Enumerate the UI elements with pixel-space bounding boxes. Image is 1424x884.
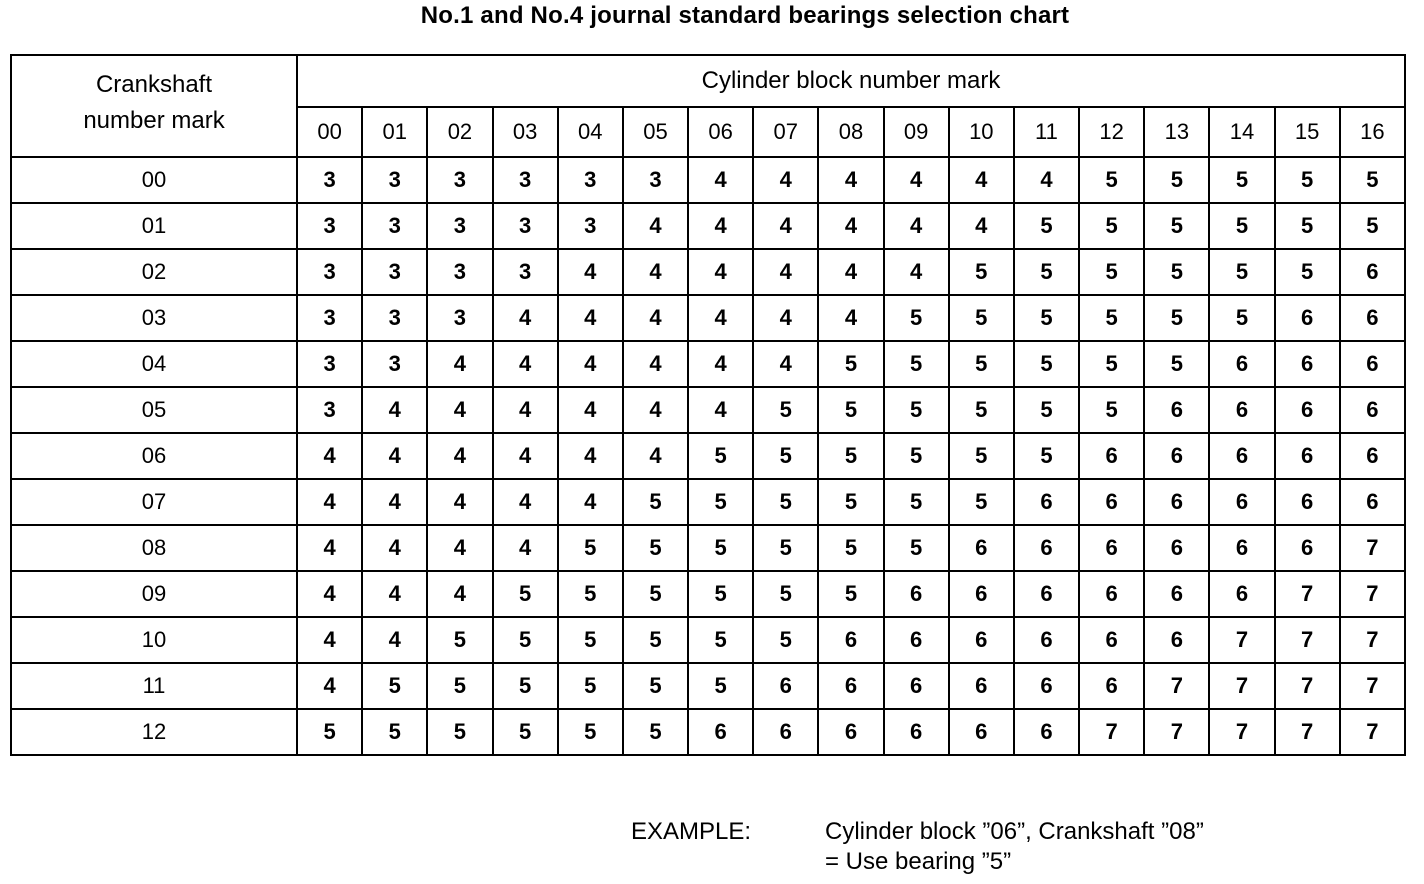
column-header-11: 11 [1014,107,1079,157]
column-header-10: 10 [949,107,1014,157]
bearing-cell: 6 [1014,617,1079,663]
table-body [11,157,1405,755]
bearing-cell: 6 [949,525,1014,571]
bearing-cell: 4 [297,479,362,525]
bearing-cell: 5 [949,433,1014,479]
bearing-cell: 4 [623,433,688,479]
bearing-cell: 4 [362,571,427,617]
column-header-12: 12 [1079,107,1144,157]
bearing-cell: 6 [884,571,949,617]
column-header-06: 06 [688,107,753,157]
chart-title: No.1 and No.4 journal standard bearings selection chart [420,2,1070,29]
bearing-cell: 5 [427,709,492,755]
bearing-cell: 4 [623,295,688,341]
bearing-cell: 6 [1275,479,1340,525]
bearing-cell: 4 [688,203,753,249]
bearing-cell: 6 [818,709,883,755]
crankshaft-mark: 08 [11,525,297,571]
bearing-cell: 4 [1014,157,1079,203]
bearing-cell: 4 [623,387,688,433]
bearing-cell: 6 [1340,387,1405,433]
bearing-cell: 6 [1079,571,1144,617]
bearing-cell: 4 [753,249,818,295]
bearing-cell: 4 [493,295,558,341]
bearing-cell: 6 [1079,433,1144,479]
bearing-cell: 5 [949,387,1014,433]
crankshaft-mark: 02 [11,249,297,295]
bearing-cell: 5 [558,709,623,755]
bearing-cell: 5 [623,479,688,525]
column-group-label: Cylinder block number mark [297,55,1405,107]
bearing-cell: 5 [753,479,818,525]
bearing-cell: 3 [297,157,362,203]
bearing-cell: 5 [1209,203,1274,249]
bearing-cell: 6 [1209,341,1274,387]
bearing-cell: 5 [753,617,818,663]
bearing-cell: 5 [753,525,818,571]
bearing-cell: 4 [753,157,818,203]
row-header-label-line2: number mark [83,107,225,134]
bearing-cell: 5 [949,295,1014,341]
bearing-cell: 4 [558,479,623,525]
bearing-cell: 4 [427,479,492,525]
bearing-cell: 5 [1275,157,1340,203]
bearing-cell: 7 [1079,709,1144,755]
bearing-cell: 6 [1144,433,1209,479]
crankshaft-mark: 12 [11,709,297,755]
bearing-cell: 3 [362,341,427,387]
bearing-cell: 4 [362,525,427,571]
bearing-cell: 6 [884,663,949,709]
bearing-cell: 6 [1079,525,1144,571]
bearing-cell: 6 [1144,387,1209,433]
bearing-cell: 4 [818,157,883,203]
table-row [11,341,1405,387]
bearing-cell: 5 [818,525,883,571]
bearing-cell: 5 [493,617,558,663]
bearing-cell: 7 [1275,571,1340,617]
bearing-cell: 5 [1079,295,1144,341]
bearing-cell: 6 [1079,663,1144,709]
bearing-cell: 6 [1340,433,1405,479]
bearing-cell: 3 [297,295,362,341]
bearing-cell: 4 [427,387,492,433]
bearing-cell: 6 [1144,571,1209,617]
row-header-label-line1: Crankshaft [95,71,213,98]
bearing-cell: 6 [1209,525,1274,571]
column-header-15: 15 [1275,107,1340,157]
bearing-cell: 5 [753,433,818,479]
bearing-cell: 5 [1144,295,1209,341]
bearing-cell: 7 [1340,525,1405,571]
table-row [11,617,1405,663]
bearing-cell: 7 [1275,617,1340,663]
column-header-16: 16 [1340,107,1405,157]
bearing-cell: 5 [558,617,623,663]
bearing-cell: 7 [1144,663,1209,709]
bearing-cell: 6 [753,663,818,709]
bearing-cell: 4 [297,525,362,571]
bearing-cell: 7 [1275,709,1340,755]
bearing-cell: 3 [493,249,558,295]
bearing-cell: 6 [1275,341,1340,387]
bearing-cell: 6 [1079,479,1144,525]
bearing-cell: 5 [818,387,883,433]
bearing-cell: 6 [1275,525,1340,571]
crankshaft-mark: 10 [11,617,297,663]
bearing-cell: 3 [558,203,623,249]
bearing-cell: 5 [623,709,688,755]
table-row [11,295,1405,341]
bearing-cell: 4 [558,295,623,341]
bearing-cell: 5 [688,571,753,617]
table-row [11,433,1405,479]
bearing-cell: 3 [427,249,492,295]
example-line-1: Cylinder block ”06”, Crankshaft ”08” [825,818,1204,845]
bearing-cell: 7 [1209,709,1274,755]
crankshaft-mark: 09 [11,571,297,617]
bearing-cell: 3 [427,295,492,341]
bearing-cell: 5 [623,571,688,617]
bearing-cell: 5 [1209,295,1274,341]
bearing-cell: 4 [558,433,623,479]
bearing-cell: 6 [688,709,753,755]
bearing-cell: 3 [623,157,688,203]
bearing-cell: 4 [558,387,623,433]
table-row [11,571,1405,617]
bearing-cell: 4 [558,341,623,387]
bearing-cell: 5 [427,663,492,709]
bearing-cell: 5 [688,525,753,571]
bearing-cell: 5 [1144,157,1209,203]
bearing-cell: 5 [949,479,1014,525]
table-row [11,479,1405,525]
bearing-cell: 3 [297,203,362,249]
bearing-cell: 3 [493,203,558,249]
bearing-cell: 6 [1275,433,1340,479]
crankshaft-mark: 07 [11,479,297,525]
bearing-selection-table [10,54,1406,756]
bearing-cell: 5 [949,249,1014,295]
bearing-cell: 6 [949,663,1014,709]
bearing-cell: 6 [1340,479,1405,525]
bearing-cell: 5 [818,479,883,525]
bearing-cell: 5 [753,387,818,433]
bearing-cell: 4 [297,571,362,617]
table-row [11,709,1405,755]
bearing-cell: 3 [362,295,427,341]
bearing-cell: 7 [1340,709,1405,755]
bearing-cell: 5 [818,571,883,617]
bearing-cell: 6 [949,617,1014,663]
column-header-14: 14 [1209,107,1274,157]
bearing-cell: 4 [362,433,427,479]
crankshaft-mark: 11 [11,663,297,709]
bearing-cell: 4 [427,571,492,617]
bearing-cell: 3 [297,249,362,295]
column-header-01: 01 [362,107,427,157]
table-row [11,203,1405,249]
bearing-cell: 6 [1340,249,1405,295]
bearing-cell: 5 [753,571,818,617]
bearing-cell: 6 [753,709,818,755]
bearing-cell: 4 [753,341,818,387]
bearing-cell: 4 [884,157,949,203]
bearing-cell: 5 [1014,249,1079,295]
bearing-cell: 5 [1014,433,1079,479]
bearing-cell: 3 [362,249,427,295]
bearing-cell: 3 [362,203,427,249]
bearing-cell: 7 [1209,617,1274,663]
bearing-cell: 6 [818,617,883,663]
bearing-cell: 5 [1014,295,1079,341]
bearing-cell: 5 [949,341,1014,387]
bearing-cell: 5 [884,295,949,341]
bearing-cell: 5 [1340,203,1405,249]
table-row [11,249,1405,295]
bearing-cell: 4 [818,203,883,249]
bearing-cell: 5 [1144,203,1209,249]
row-header-label [11,55,297,157]
bearing-cell: 6 [1209,433,1274,479]
bearing-cell: 4 [688,341,753,387]
column-header-07: 07 [753,107,818,157]
bearing-cell: 6 [1209,479,1274,525]
bearing-cell: 4 [427,433,492,479]
bearing-cell: 4 [884,203,949,249]
bearing-cell: 5 [688,663,753,709]
bearing-cell: 4 [427,341,492,387]
bearing-cell: 6 [1144,525,1209,571]
bearing-cell: 6 [1014,571,1079,617]
column-header-00: 00 [297,107,362,157]
bearing-cell: 5 [1079,341,1144,387]
bearing-cell: 4 [884,249,949,295]
table-row [11,157,1405,203]
bearing-cell: 5 [558,525,623,571]
bearing-cell: 4 [949,157,1014,203]
table-row [11,525,1405,571]
bearing-cell: 6 [1275,295,1340,341]
bearing-cell: 4 [362,387,427,433]
bearing-cell: 5 [558,571,623,617]
bearing-cell: 5 [427,617,492,663]
table-row [11,387,1405,433]
crankshaft-mark: 06 [11,433,297,479]
bearing-cell: 5 [1014,341,1079,387]
bearing-cell: 4 [493,479,558,525]
bearing-cell: 5 [493,571,558,617]
bearing-cell: 5 [1275,249,1340,295]
bearing-cell: 5 [362,663,427,709]
bearing-cell: 7 [1275,663,1340,709]
bearing-cell: 5 [623,617,688,663]
bearing-cell: 4 [623,203,688,249]
bearing-cell: 4 [623,249,688,295]
bearing-cell: 5 [1209,249,1274,295]
bearing-cell: 4 [362,617,427,663]
bearing-cell: 5 [1014,203,1079,249]
table-row [11,663,1405,709]
example-line-2: = Use bearing ”5” [825,848,1012,875]
bearing-cell: 5 [623,525,688,571]
bearing-cell: 6 [949,709,1014,755]
column-header-09: 09 [884,107,949,157]
crankshaft-mark: 04 [11,341,297,387]
bearing-cell: 4 [949,203,1014,249]
bearing-cell: 5 [1079,203,1144,249]
bearing-cell: 4 [688,249,753,295]
bearing-cell: 5 [688,433,753,479]
bearing-cell: 5 [1079,249,1144,295]
bearing-cell: 3 [558,157,623,203]
bearing-cell: 4 [558,249,623,295]
bearing-cell: 6 [1014,525,1079,571]
bearing-cell: 4 [688,157,753,203]
bearing-cell: 3 [427,157,492,203]
bearing-cell: 5 [493,709,558,755]
bearing-cell: 5 [558,663,623,709]
bearing-cell: 5 [688,617,753,663]
bearing-cell: 7 [1340,571,1405,617]
bearing-cell: 5 [884,433,949,479]
crankshaft-mark: 05 [11,387,297,433]
bearing-cell: 5 [818,341,883,387]
bearing-cell: 3 [427,203,492,249]
bearing-cell: 4 [818,249,883,295]
bearing-cell: 5 [362,709,427,755]
bearing-cell: 4 [753,295,818,341]
bearing-cell: 6 [949,571,1014,617]
bearing-cell: 4 [493,433,558,479]
bearing-cell: 4 [297,433,362,479]
crankshaft-mark: 03 [11,295,297,341]
bearing-cell: 5 [884,479,949,525]
bearing-cell: 4 [688,295,753,341]
bearing-cell: 6 [884,617,949,663]
bearing-cell: 5 [884,387,949,433]
column-header-03: 03 [493,107,558,157]
bearing-cell: 5 [1275,203,1340,249]
bearing-cell: 7 [1144,709,1209,755]
bearing-cell: 4 [753,203,818,249]
column-header-05: 05 [623,107,688,157]
column-header-04: 04 [558,107,623,157]
bearing-cell: 4 [427,525,492,571]
bearing-cell: 5 [1209,157,1274,203]
bearing-cell: 5 [1014,387,1079,433]
bearing-cell: 7 [1209,663,1274,709]
bearing-cell: 6 [1209,387,1274,433]
bearing-cell: 6 [1014,663,1079,709]
bearing-cell: 5 [1079,387,1144,433]
bearing-cell: 4 [818,295,883,341]
bearing-cell: 5 [1340,157,1405,203]
bearing-cell: 4 [623,341,688,387]
column-header-13: 13 [1144,107,1209,157]
bearing-cell: 4 [493,387,558,433]
bearing-cell: 6 [1209,571,1274,617]
bearing-cell: 5 [884,341,949,387]
bearing-cell: 4 [688,387,753,433]
bearing-cell: 6 [1144,617,1209,663]
bearing-cell: 5 [1144,249,1209,295]
column-header-08: 08 [818,107,883,157]
bearing-cell: 6 [1340,341,1405,387]
bearing-cell: 5 [688,479,753,525]
bearing-cell: 6 [1275,387,1340,433]
crankshaft-mark: 00 [11,157,297,203]
bearing-cell: 3 [493,157,558,203]
bearing-cell: 6 [884,709,949,755]
bearing-cell: 6 [1079,617,1144,663]
bearing-cell: 3 [362,157,427,203]
bearing-cell: 5 [884,525,949,571]
bearing-cell: 7 [1340,617,1405,663]
bearing-cell: 3 [297,387,362,433]
bearing-cell: 4 [297,617,362,663]
bearing-cell: 5 [297,709,362,755]
bearing-cell: 5 [818,433,883,479]
bearing-cell: 6 [1014,709,1079,755]
bearing-cell: 6 [1144,479,1209,525]
bearing-cell: 7 [1340,663,1405,709]
bearing-cell: 5 [623,663,688,709]
bearing-cell: 6 [1014,479,1079,525]
example-label: EXAMPLE: [631,818,752,845]
bearing-cell: 3 [297,341,362,387]
bearing-cell: 5 [1079,157,1144,203]
bearing-cell: 4 [362,479,427,525]
bearing-cell: 6 [1340,295,1405,341]
crankshaft-mark: 01 [11,203,297,249]
bearing-cell: 4 [493,341,558,387]
bearing-cell: 6 [818,663,883,709]
bearing-cell: 5 [1144,341,1209,387]
bearing-cell: 4 [493,525,558,571]
column-header-02: 02 [427,107,492,157]
bearing-cell: 4 [297,663,362,709]
bearing-cell: 5 [493,663,558,709]
